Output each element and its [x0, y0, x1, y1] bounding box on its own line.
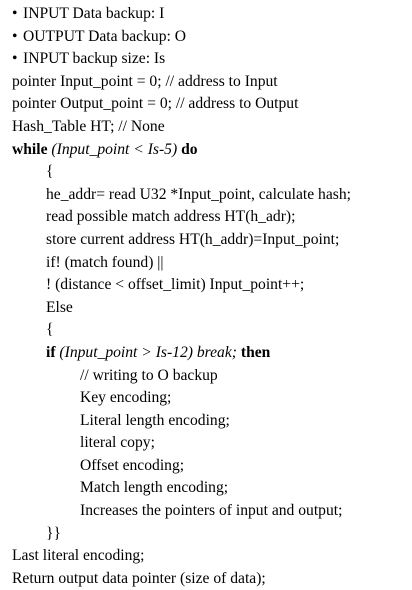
bullet-icon: •: [12, 50, 18, 68]
code-line: [12, 523, 412, 546]
code-line: [12, 365, 412, 388]
code-line: [12, 319, 412, 342]
line-text: Last literal encoding;: [12, 547, 145, 565]
code-line: [12, 93, 412, 116]
line-text: INPUT Data backup: I: [23, 5, 165, 22]
line-text: Return output data pointer (size of data);: [12, 569, 266, 587]
line-text: if! (match found) ||: [46, 253, 164, 271]
line-text: pointer Input_point = 0; // address to Input: [12, 72, 278, 90]
code-line: [12, 432, 412, 455]
line-text: Match length encoding;: [80, 479, 229, 497]
line-text: ! (distance < offset_limit) Input_point++;: [46, 276, 305, 294]
code-line: [12, 455, 412, 478]
keyword-text: do: [181, 140, 198, 158]
line-text: literal copy;: [80, 434, 155, 452]
code-line: [12, 116, 412, 139]
line-text: INPUT backup size: Is: [23, 50, 166, 68]
code-line: [12, 568, 412, 590]
line-text: Literal length encoding;: [80, 411, 230, 429]
line-text: {: [46, 321, 54, 339]
keyword-text: then: [240, 343, 271, 361]
line-text: store current address HT(h_addr)=Input_point;: [46, 230, 340, 248]
line-text: pointer Output_point = 0; // address to Output: [12, 95, 299, 113]
bullet-icon: •: [12, 27, 18, 45]
code-line: [12, 410, 412, 433]
line-text: Key encoding;: [80, 389, 172, 407]
code-line: [12, 161, 412, 184]
line-text: }}: [46, 524, 61, 542]
line-text: Hash_Table HT; // None: [12, 117, 165, 135]
code-line: [12, 500, 412, 523]
code-line: [12, 387, 412, 410]
code-line: [12, 477, 412, 500]
code-line: [12, 229, 412, 252]
code-line: [12, 342, 412, 365]
code-line: [12, 48, 412, 71]
line-text: read possible match address HT(h_adr);: [46, 208, 296, 226]
code-line: [12, 139, 412, 162]
line-text: Increases the pointers of input and output;: [80, 502, 343, 520]
code-line: [12, 3, 412, 26]
line-text: OUTPUT Data backup: O: [23, 27, 186, 45]
code-line: [12, 297, 412, 320]
line-text: Else: [46, 298, 73, 316]
bullet-icon: •: [12, 5, 18, 22]
line-text: // writing to O backup: [80, 366, 218, 384]
condition-text: (Input_point > Is-12) break;: [55, 343, 241, 361]
code-line: [12, 545, 412, 568]
code-line: [12, 206, 412, 229]
code-line: [12, 252, 412, 275]
code-line: [12, 71, 412, 94]
code-line: [12, 274, 412, 297]
keyword-text: if: [46, 343, 56, 361]
condition-text: (Input_point < Is-5): [47, 140, 182, 158]
line-text: {: [46, 163, 54, 181]
line-text: Offset encoding;: [80, 456, 185, 474]
line-text: he_addr= read U32 *Input_point, calculate hash;: [46, 185, 351, 203]
code-line: [12, 26, 412, 49]
code-line: [12, 184, 412, 207]
keyword-text: while: [12, 140, 48, 158]
